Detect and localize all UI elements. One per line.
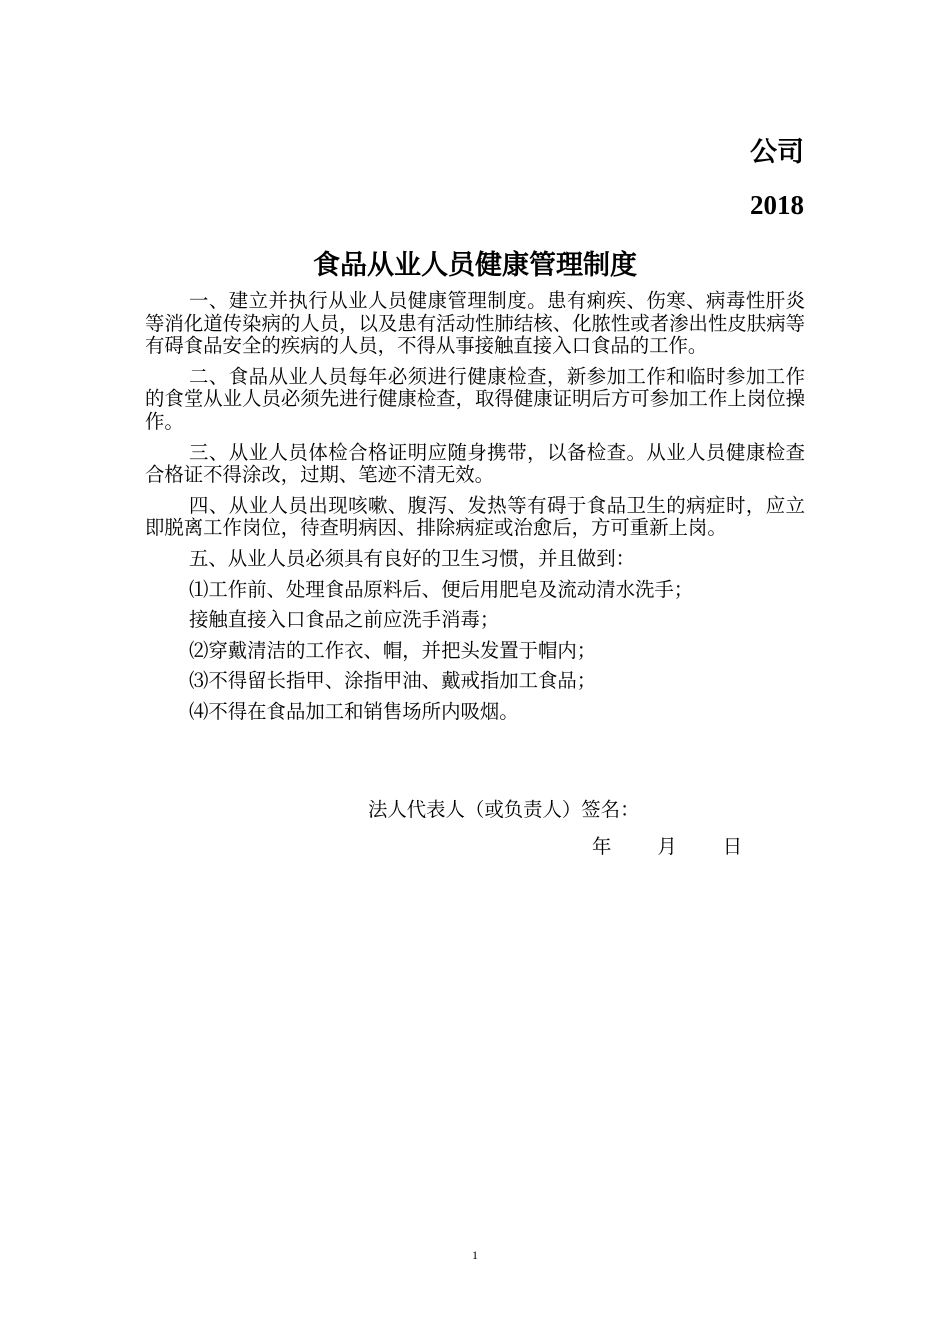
page-number: 1 [472,1248,478,1262]
signature-label: 法人代表人（或负责人）签名： [368,798,640,821]
paragraph-1: 一、建立并执行从业人员健康管理制度。患有痢疾、伤寒、病毒性肝炎等消化道传染病的人员，以及患有活动性肺结核、化脓性或者渗出性皮肤病等有碍食品安全的疾病的人员，不得从事接触直接入口食品的工作。 [145,289,805,358]
list-item: ⑷不得在食品加工和销售场所内吸烟。 [189,699,519,723]
document-year: 2018 [750,190,804,220]
paragraph-5: 五、从业人员必须具有良好的卫生习惯，并且做到： [189,546,635,570]
list-item: ⑴工作前、处理食品原料后、便后用肥皂及流动清水洗手； [189,577,694,601]
paragraph-4: 四、从业人员出现咳嗽、腹泻、发热等有碍于食品卫生的病症时，应立即脱离工作岗位，待查明病因、排除病症或治愈后，方可重新上岗。 [145,493,805,540]
paragraph-2: 二、食品从业人员每年必须进行健康检查，新参加工作和临时参加工作的食堂从业人员必须先进行健康检查，取得健康证明后方可参加工作上岗位操作。 [145,364,805,433]
list-item: 接触直接入口食品之前应洗手消毒； [189,608,500,632]
date-year-label: 年 [592,835,612,858]
paragraph-3: 三、从业人员体检合格证明应随身携带，以备检查。从业人员健康检查合格证不得涂改，过期、笔迹不清无效。 [145,440,805,487]
company-name: 公司 [750,137,804,168]
date-line [592,831,742,859]
document-body [145,290,805,732]
list-item: ⑶不得留长指甲、涂指甲油、戴戒指加工食品； [189,669,597,693]
list-item: ⑵穿戴清洁的工作衣、帽，并把头发置于帽内； [189,638,597,662]
document-title: 食品从业人员健康管理制度 [313,250,637,281]
date-month-label: 月 [657,835,677,858]
date-day-label: 日 [722,835,743,858]
